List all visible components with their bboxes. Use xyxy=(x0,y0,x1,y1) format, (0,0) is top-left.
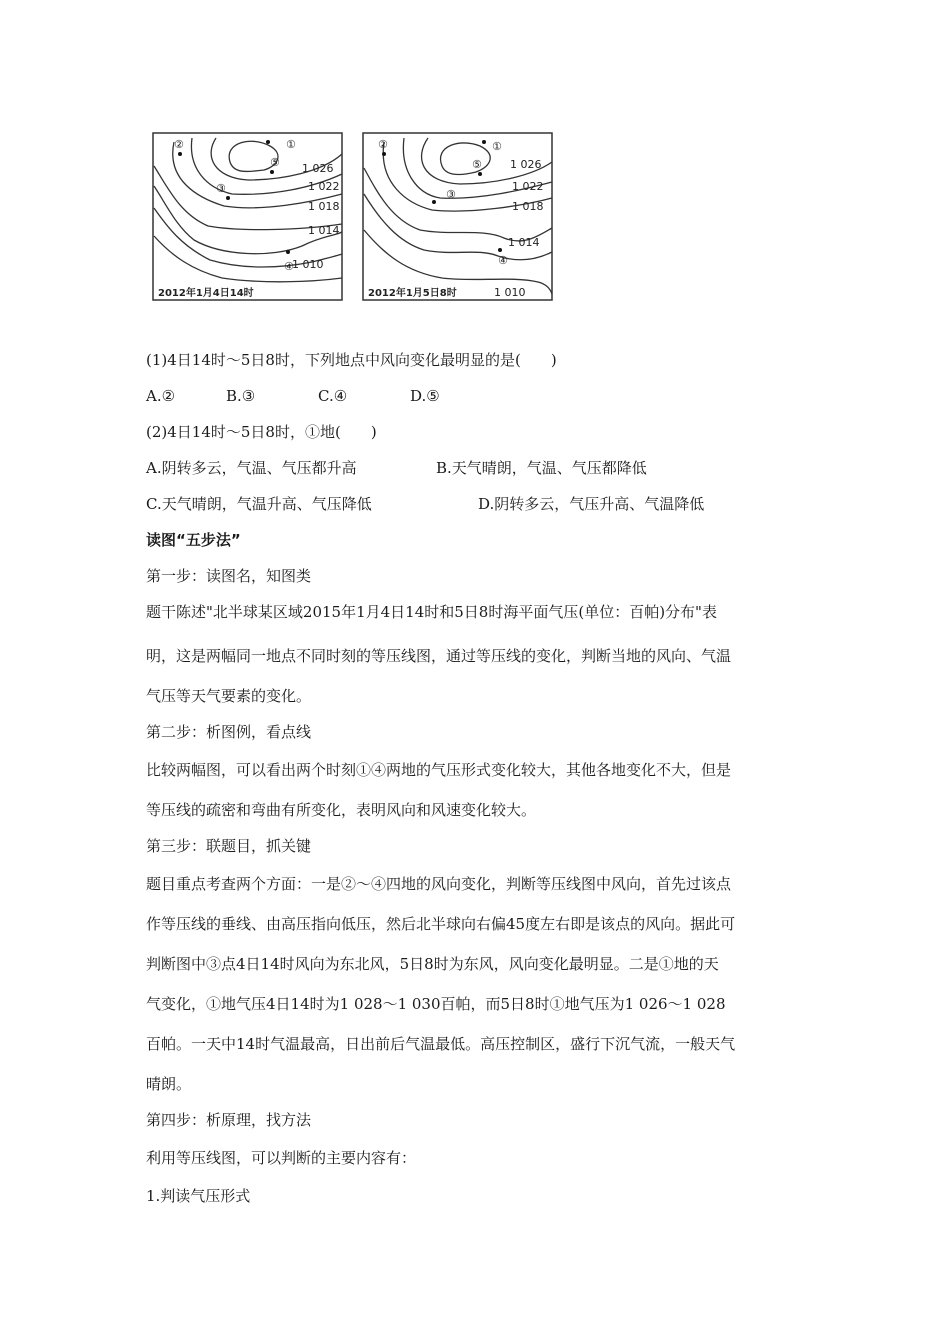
map-frame xyxy=(153,133,342,300)
step-3-line: 题目重点考查两个方面：一是②～④四地的风向变化，判断等压线图中风向，首先过该点 xyxy=(146,875,732,893)
isobar-label-1026: 1 026 xyxy=(510,158,542,171)
isobar-label-1022: 1 022 xyxy=(308,180,340,193)
point-dot-2 xyxy=(382,152,386,156)
point-dot-5 xyxy=(270,170,274,174)
isobar-label-1010: 1 010 xyxy=(292,258,324,271)
map-caption: 2012年1月5日8时 xyxy=(368,288,457,299)
isobar-a xyxy=(154,186,342,254)
q2-option-a: A.阴转多云，气温、气压都升高 xyxy=(146,459,357,477)
step-2-line: 比较两幅图，可以看出两个时刻①④两地的气压形式变化较大，其他各地变化不大，但是 xyxy=(146,761,732,779)
step-3-line: 晴朗。 xyxy=(146,1075,192,1093)
isobar-label-1014: 1 014 xyxy=(308,224,340,237)
section-title: 读图“五步法” xyxy=(146,531,241,549)
q2-option-c: C.天气晴朗，气温升高、气压降低 xyxy=(146,495,372,513)
step-1-line: 明，这是两幅同一地点不同时刻的等压线图，通过等压线的变化，判断当地的风向、气温 xyxy=(146,647,732,665)
isobar-label-1018: 1 018 xyxy=(512,200,544,213)
point-label-3: ③ xyxy=(216,182,226,195)
q2-option-d: D.阴转多云，气压升高、气温降低 xyxy=(478,495,705,513)
isobar-label-1010: 1 010 xyxy=(494,286,526,299)
q1-option-b: B.③ xyxy=(226,387,256,405)
q1-option-a: A.② xyxy=(146,387,176,405)
isobar-label-1014: 1 014 xyxy=(508,236,540,249)
step-4-line: 利用等压线图，可以判断的主要内容有： xyxy=(146,1149,417,1167)
point-label-5: ⑤ xyxy=(472,158,482,171)
isobar-map-jan4 xyxy=(152,132,344,302)
q2-option-b: B.天气晴朗，气温、气压都降低 xyxy=(436,459,647,477)
step-1-line: 题干陈述"北半球某区域2015年1月4日14时和5日8时海平面气压(单位：百帕)分布"表 xyxy=(146,603,717,621)
point-label-4: ④ xyxy=(284,260,294,273)
point-dot-5 xyxy=(478,172,482,176)
question-1-stem: (1)4日14时～5日8时，下列地点中风向变化最明显的是( ) xyxy=(146,351,557,369)
point-label-1: ① xyxy=(286,138,296,151)
step-4-title: 第四步：析原理，找方法 xyxy=(146,1111,312,1129)
point-label-1: ① xyxy=(492,140,502,153)
point-dot-1 xyxy=(266,140,270,144)
step-3-line: 气变化，①地气压4日14时为1 028～1 030百帕，而5日8时①地气压为1 026～1 028 xyxy=(146,995,726,1013)
point-label-5: ⑤ xyxy=(270,156,280,169)
isobar-label-1026: 1 026 xyxy=(302,162,334,175)
map-caption: 2012年1月4日14时 xyxy=(158,288,254,299)
isobar-closed xyxy=(441,143,491,175)
point-dot-3 xyxy=(226,196,230,200)
step-3-line: 判断图中③点4日14时风向为东北风，5日8时为东风，风向变化最明显。二是①地的天 xyxy=(146,955,719,973)
step-1-title: 第一步：读图名，知图类 xyxy=(146,567,312,585)
point-dot-4 xyxy=(286,250,290,254)
q1-option-d: D.⑤ xyxy=(410,387,440,405)
question-2-stem: (2)4日14时～5日8时，①地( ) xyxy=(146,423,377,441)
point-label-2: ② xyxy=(174,138,184,151)
isobar-1014 xyxy=(154,166,342,230)
list-item-1: 1.判读气压形式 xyxy=(146,1187,251,1205)
point-label-2: ② xyxy=(378,138,388,151)
point-dot-3 xyxy=(432,200,436,204)
isobar-map-jan5 xyxy=(362,132,554,302)
point-dot-2 xyxy=(178,152,182,156)
q1-option-c: C.④ xyxy=(318,387,348,405)
isobar-label-1018: 1 018 xyxy=(308,200,340,213)
step-2-line: 等压线的疏密和弯曲有所变化，表明风向和风速变化较大。 xyxy=(146,801,537,819)
isobar-label-1022: 1 022 xyxy=(512,180,544,193)
step-3-line: 百帕。一天中14时气温最高，日出前后气温最低。高压控制区，盛行下沉气流，一般天气 xyxy=(146,1035,736,1053)
point-dot-4 xyxy=(498,248,502,252)
point-label-4: ④ xyxy=(498,254,508,267)
step-2-title: 第二步：析图例，看点线 xyxy=(146,723,312,741)
step-1-line: 气压等天气要素的变化。 xyxy=(146,687,312,705)
step-3-title: 第三步：联题目，抓关键 xyxy=(146,837,312,855)
point-dot-1 xyxy=(482,140,486,144)
point-label-3: ③ xyxy=(446,188,456,201)
step-3-line: 作等压线的垂线、由高压指向低压，然后北半球向右偏45度左右即是该点的风向。据此可 xyxy=(146,915,736,933)
